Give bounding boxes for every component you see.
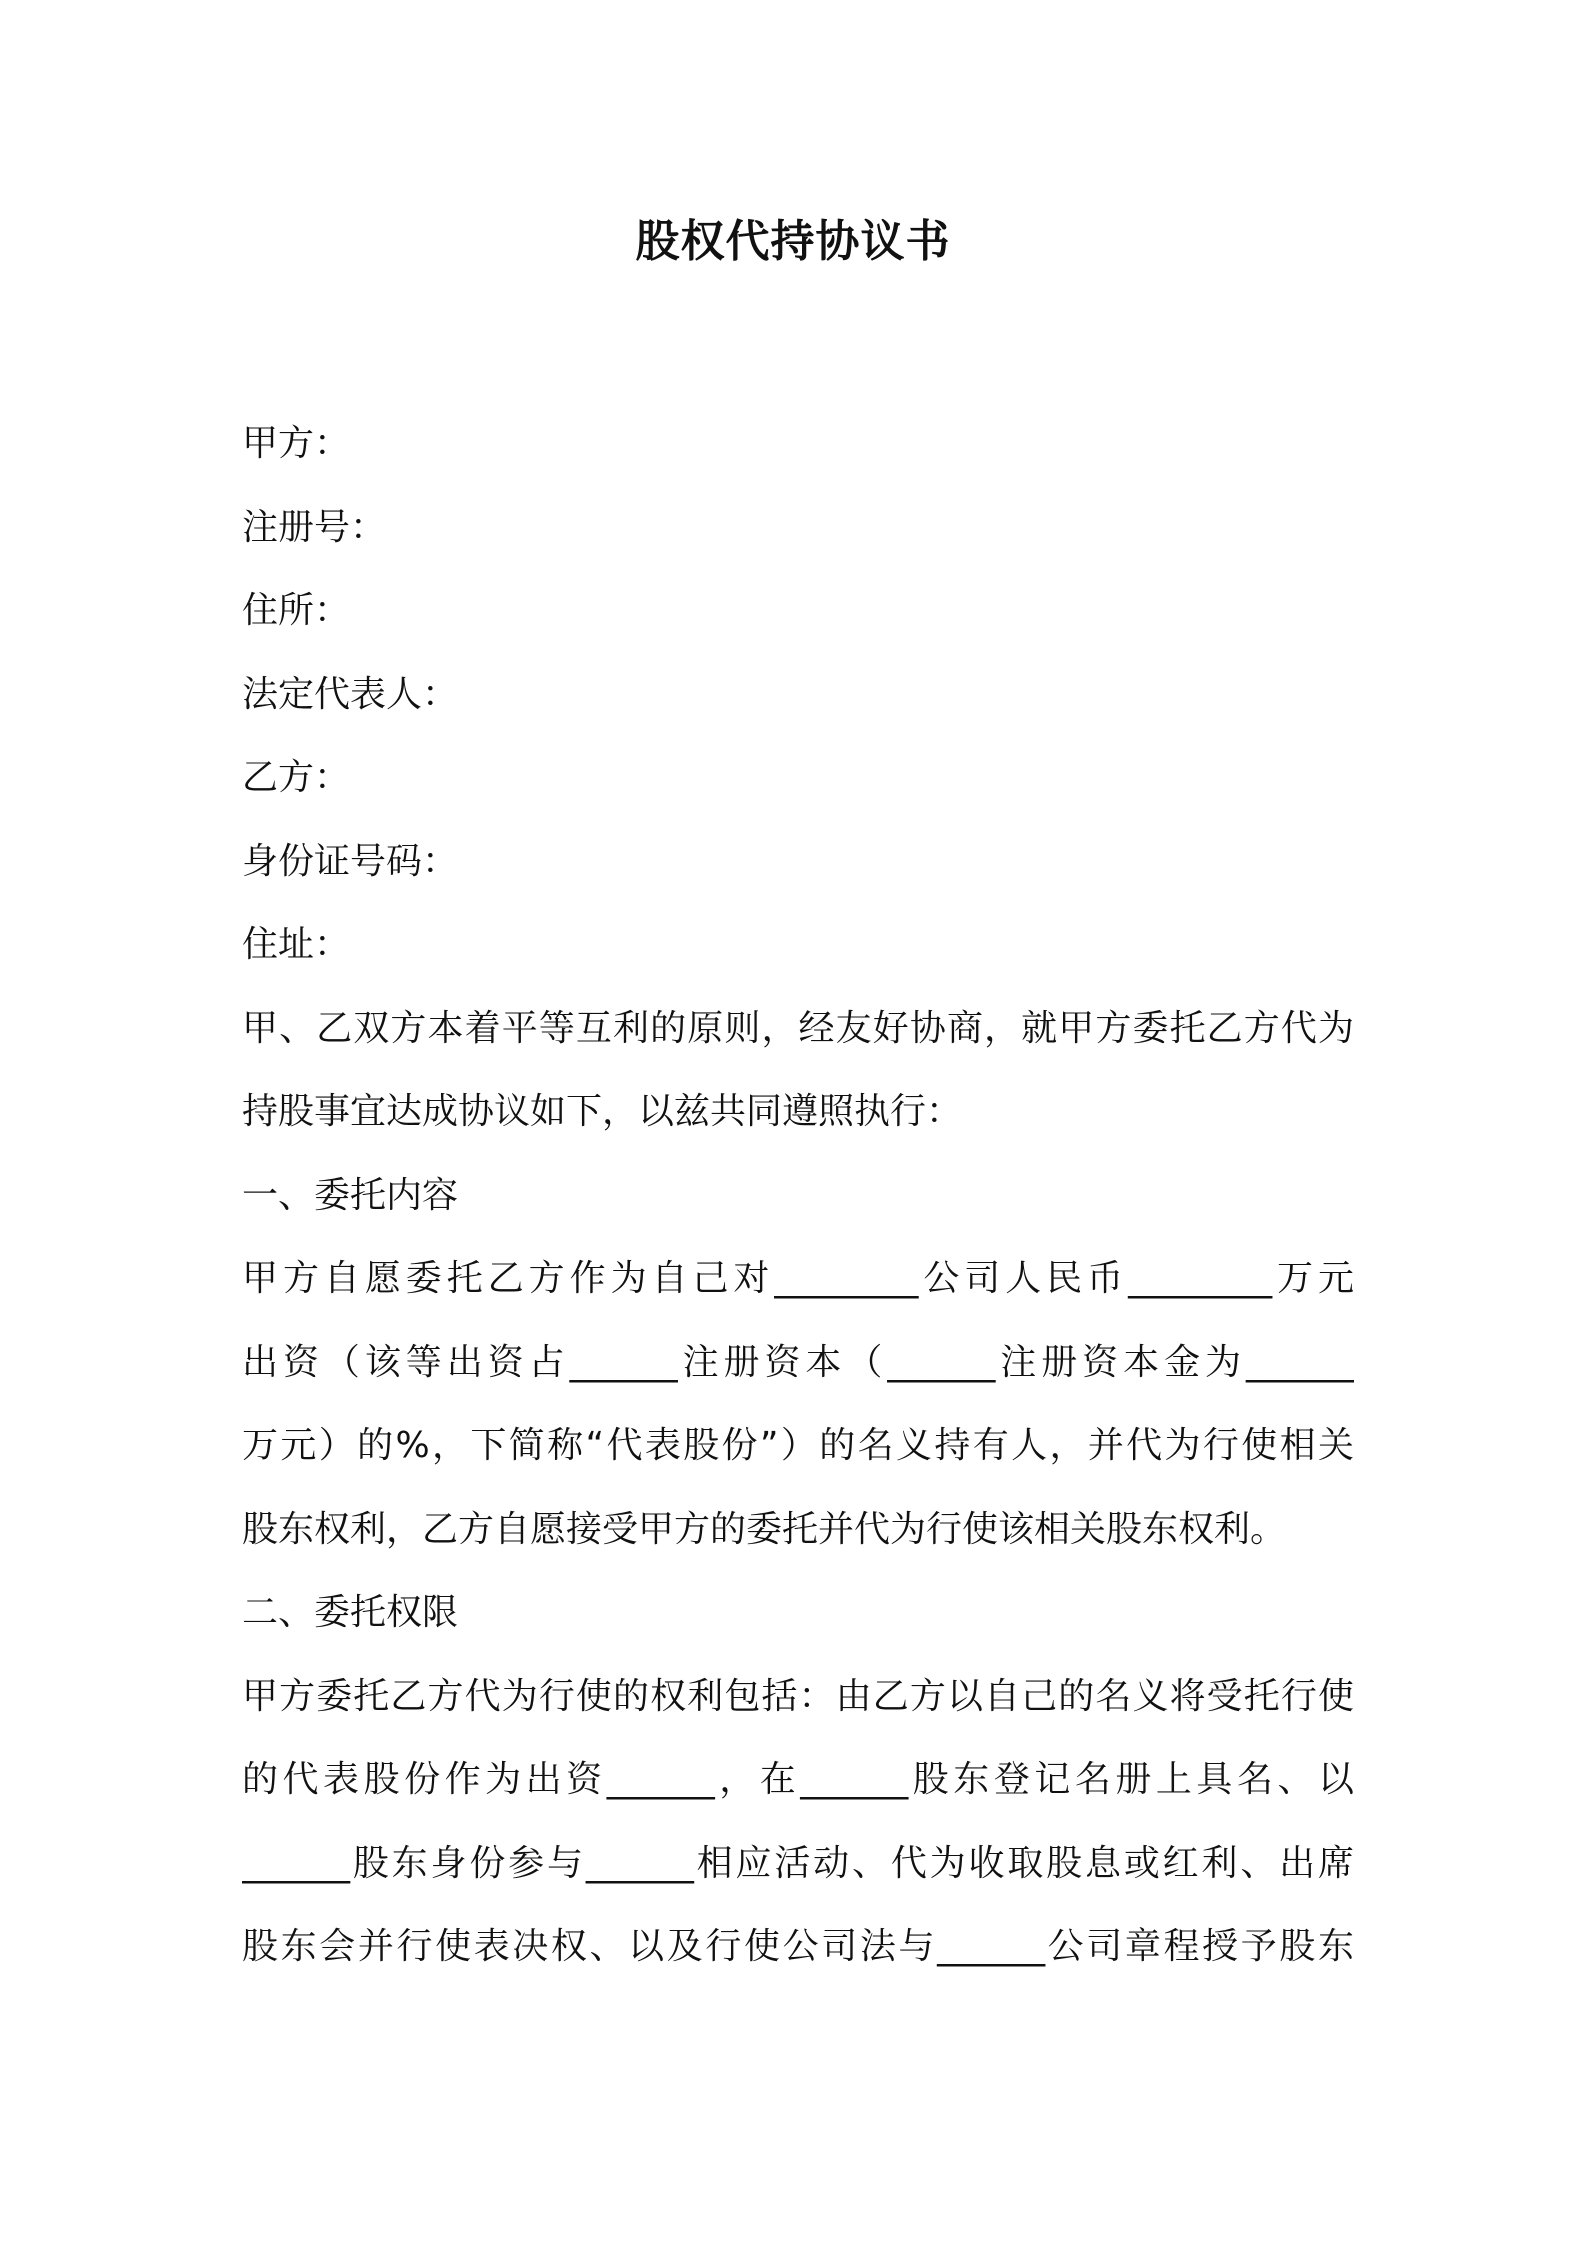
party-a-label: 甲方： xyxy=(242,423,351,464)
party-b-label: 乙方： xyxy=(242,757,351,798)
document-body xyxy=(242,402,1354,1989)
section-1-line: 股东权利，乙方自愿接受甲方的委托并代为行使该相关股东权利。 xyxy=(242,1508,1287,1550)
section-1-line: 出资（该等出资占______注册资本（______注册资本金为______ xyxy=(242,1341,1354,1383)
preamble-line: 甲、乙双方本着平等互利的原则，经友好协商，就甲方委托乙方代为 xyxy=(242,1007,1354,1049)
preamble-line: 持股事宜达成协议如下，以兹共同遵照执行： xyxy=(242,1091,963,1132)
document-title: 股权代持协议书 xyxy=(635,216,951,267)
legal-representative-label: 法定代表人： xyxy=(242,673,459,715)
section-2-line: 的代表股份作为出资______，在______股东登记名册上具名、以 xyxy=(242,1759,1354,1800)
section-heading: 二、委托权限 xyxy=(242,1592,459,1633)
section-2-line: 甲方委托乙方代为行使的权利包括：由乙方以自己的名义将受托行使 xyxy=(242,1675,1354,1717)
domicile-label: 住所： xyxy=(242,590,351,631)
section-heading: 一、委托内容 xyxy=(242,1174,459,1216)
registration-number-label: 注册号： xyxy=(242,506,387,548)
section-2-line: 股东会并行使表决权、以及行使公司法与______公司章程授予股东 xyxy=(242,1926,1354,1967)
section-1-line: 甲方自愿委托乙方作为自己对________公司人民币________万元 xyxy=(242,1258,1354,1299)
section-1-line: 万元）的%，下简称“代表股份”）的名义持有人，并代为行使相关 xyxy=(242,1425,1354,1466)
address-label: 住址： xyxy=(242,924,351,965)
section-2-line: ______股东身份参与______相应活动、代为收取股息或红利、出席 xyxy=(242,1842,1354,1884)
id-number-label: 身份证号码： xyxy=(242,840,459,882)
